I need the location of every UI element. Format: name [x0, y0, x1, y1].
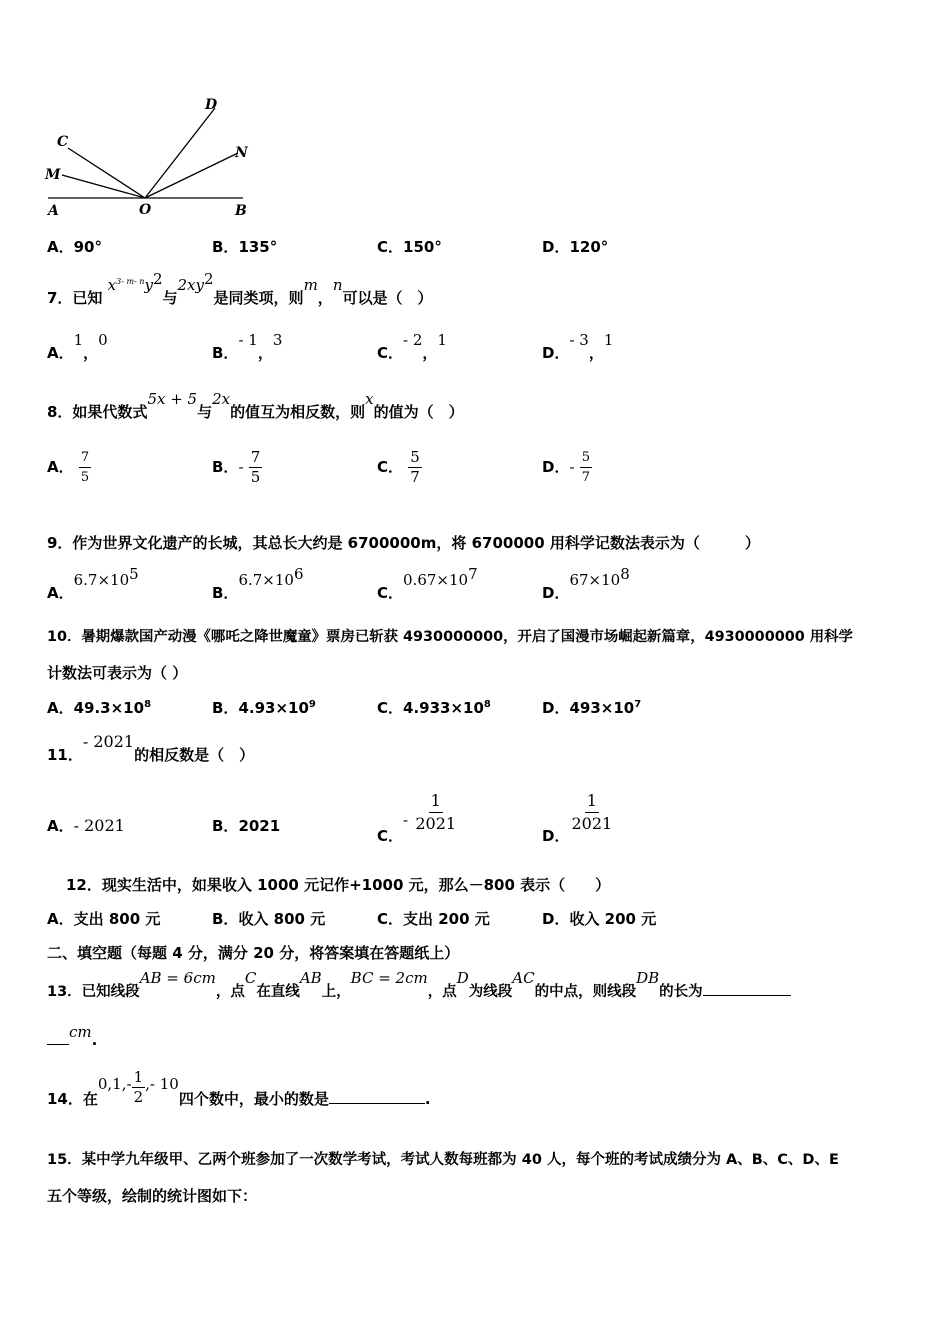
label-o: O [139, 202, 152, 218]
q8-option-d[interactable]: D．- $\frac{5}{7}$ [542, 450, 591, 485]
q8-option-a[interactable]: A． $\frac{7}{5}$ [47, 450, 90, 485]
q14-question: 14．在0,1,- $\frac{1}{2}$ ,- 10四个数中，最小的数是 . [47, 1068, 431, 1108]
label-d: D [205, 97, 218, 113]
q9-option-b[interactable]: B．$6.7\times 10^6$ [212, 565, 304, 602]
q7-option-d[interactable]: D．- 3，1 [542, 331, 614, 362]
label-n: N [235, 145, 248, 161]
ray-od [145, 108, 215, 198]
q10-option-c[interactable]: C．$4.933\times 10^8$ [377, 699, 491, 717]
q13-question: 13．已知线段AB = 6cm，点C在直线AB上，BC = 2cm，点D为线段AC的中点，则线段DB的长为 [47, 980, 791, 1001]
q9-option-d[interactable]: D．$67\times 10^8$ [542, 565, 630, 602]
q13-answer-blank[interactable] [703, 981, 791, 996]
ray-on [145, 153, 238, 198]
ray-oc [68, 148, 145, 198]
q11-question: 11．- 2021的相反数是（ ） [47, 732, 255, 764]
q7-option-b[interactable]: B．- 1，3 [212, 331, 283, 362]
q12-option-c[interactable]: C．支出 200 元 [377, 910, 490, 928]
q8-option-c[interactable]: C． $\frac{5}{7}$ [377, 448, 420, 486]
q11-option-c[interactable]: C．- $\frac{1}{2021}$ [377, 791, 457, 845]
q12-option-b[interactable]: B．收入 800 元 [212, 910, 326, 928]
q11-option-d[interactable]: D． $\frac{1}{2021}$ [542, 791, 613, 845]
q7-option-a[interactable]: A．1，0 [47, 331, 108, 362]
q15-question-line2: 五个等级，绘制的统计图如下： [47, 1187, 258, 1205]
label-b: B [235, 203, 247, 219]
q9-question: 9．作为世界文化遗产的长城，其总长大约是 6700000m，将 6700000 用科学记数法表示为（ ） [47, 534, 760, 552]
q12-option-d[interactable]: D．收入 200 元 [542, 910, 657, 928]
q6-option-d[interactable]: D．120° [542, 238, 609, 256]
q10-question-line1: 10．暑期爆款国产动漫《哪吒之降世魔童》票房已斩获 4930000000，开启了国漫市场崛起新篇章，4930000000 用科学 [47, 629, 853, 645]
label-c: C [57, 134, 69, 150]
q6-option-a[interactable]: A．90° [47, 238, 102, 256]
label-m: M [45, 167, 61, 183]
ray-om [62, 175, 145, 198]
q6-option-c[interactable]: C．150° [377, 238, 442, 256]
q10-option-a[interactable]: A．$49.3\times 10^8$ [47, 699, 152, 717]
q14-answer-blank[interactable] [329, 1089, 425, 1104]
q10-question-line2: 计数法可表示为（ ） [47, 664, 188, 682]
q9-option-a[interactable]: A．$6.7\times 10^5$ [47, 565, 139, 602]
q11-option-a[interactable]: A．- 2021 [47, 816, 125, 835]
q11-option-b[interactable]: B．2021 [212, 817, 281, 835]
q9-option-c[interactable]: C．$0.67\times 10^7$ [377, 565, 478, 602]
q15-question-line1: 15．某中学九年级甲、乙两个班参加了一次数学考试，考试人数每班都为 40 人，每个班的考试成绩分为 A、B、C、D、E [47, 1152, 839, 1168]
q12-option-a[interactable]: A．支出 800 元 [47, 910, 161, 928]
q10-option-b[interactable]: B．$4.93\times 10^9$ [212, 699, 316, 717]
q6-option-b[interactable]: B．135° [212, 238, 278, 256]
q13-answer-blank-cont[interactable] [47, 1030, 69, 1045]
label-a: A [48, 203, 59, 219]
q7-question: 7．已知 $x^{3- m- n}y^2$与$2xy^2$是同类项，则m，n可以是（ ） [47, 270, 433, 307]
angle-figure [40, 95, 260, 220]
q12-question: 12．现实生活中，如果收入 1000 元记作+1000 元，那么－800 表示（ ） [66, 876, 611, 894]
section-title: 二、填空题（每题 4 分，满分 20 分，将答案填在答题纸上） [47, 944, 460, 962]
q8-option-b[interactable]: B．- $\frac{7}{5}$ [212, 448, 261, 486]
q13-question-line2: cm. [47, 1030, 97, 1049]
q7-option-c[interactable]: C．- 2，1 [377, 331, 447, 362]
q10-option-d[interactable]: D．$493\times 10^7$ [542, 699, 642, 717]
q8-question: 8．如果代数式5x + 5与2x的值互为相反数，则x的值为（ ） [47, 390, 464, 421]
